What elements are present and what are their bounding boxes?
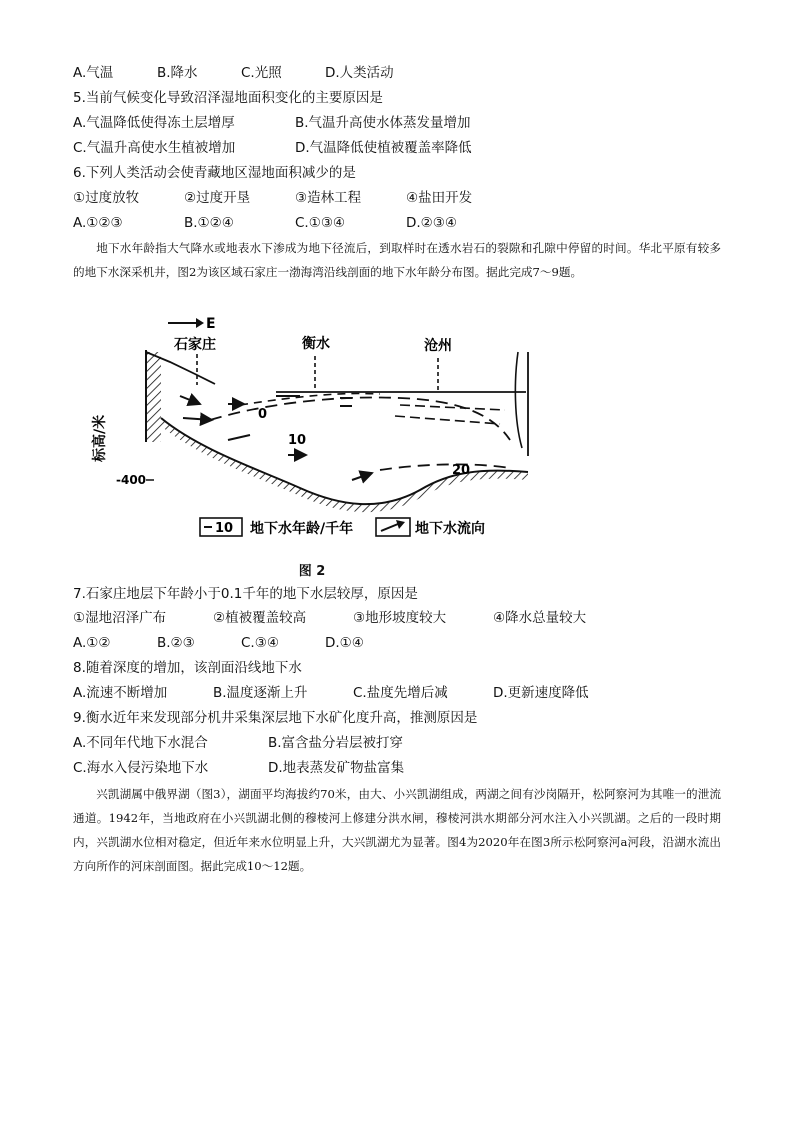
age-label-20: 20: [452, 463, 471, 478]
q7-option-c: C.③④: [241, 635, 279, 651]
q8-option-d: D.更新速度降低: [493, 685, 589, 701]
q7-option-a: A.①②: [73, 635, 111, 651]
q8-option-a: A.流速不断增加: [73, 685, 168, 701]
q9-option-d: D.地表蒸发矿物盐富集: [268, 760, 405, 776]
q4-option-c: C.光照: [241, 65, 282, 81]
left-boundary: [146, 350, 161, 442]
age-isoline-shallow: [400, 405, 505, 410]
flow-arrow: [180, 396, 200, 404]
q5-options-row2: [73, 139, 472, 157]
bedrock-bottom: [161, 418, 528, 512]
passage-groundwater: 地下水年龄指大气降水或地表水下渗成为地下径流后，到取样时在透水岩石的裂隙和孔隙中停留的时间。华北平原有较多的地下水深采机井，图2为该区域石家庄一渤海湾沿线剖面的地下水年龄分布图。据此完成7～9题。: [73, 241, 721, 279]
age-isoline-20: [380, 464, 510, 470]
legend-flow-arrow: [381, 524, 398, 531]
y-axis-label: 标高/米: [92, 414, 108, 462]
q7-item-4: ④降水总量较大: [493, 610, 587, 626]
q5-option-d: D.气温降低使植被覆盖率降低: [295, 140, 472, 156]
q6-item-3: ③造林工程: [295, 190, 362, 206]
q6-option-b: B.①②④: [184, 215, 234, 231]
legend: [200, 518, 485, 537]
q4-option-b: B.降水: [157, 65, 198, 81]
q7-option-d: D.①④: [325, 635, 364, 651]
q6-item-4: ④盐田开发: [406, 190, 473, 206]
q9-stem: 9.衡水近年来发现部分机井采集深层地下水矿化度升高，推测原因是: [73, 710, 478, 726]
q7-option-b: B.②③: [157, 635, 195, 651]
age-isoline-0: [240, 393, 380, 405]
flow-arrow: [183, 418, 212, 420]
q6-option-a: A.①②③: [73, 215, 123, 231]
age-label-10: 10: [288, 433, 307, 448]
q7-items: [73, 609, 586, 627]
q7-item-1: ①湿地沼泽广布: [73, 610, 167, 626]
q8-option-c: C.盐度先增后减: [353, 685, 448, 701]
city-label-hengshui: 衡水: [302, 336, 330, 352]
passage-xingkai-lake: 兴凯湖属中俄界湖（图3），湖面平均海拔约70米，由大、小兴凯湖组成，两湖之间有沙岗隔开，松阿察河为其唯一的泄流通道。1942年，当地政府在小兴凯湖北侧的穆棱河上修建分洪水闸，穆棱河洪水期部分河水注入小兴凯湖。之后的一段时期内，兴凯湖水位相对稳定，但近年来水位明显上升，大兴凯湖尤为显著。图4为2020年在图3所示松阿察河a河段，沿湖水流出方向所作的河床剖面图。据此完成10～12题。: [73, 787, 721, 873]
direction-arrow: [168, 316, 216, 332]
legend-age-value: 10: [215, 521, 234, 536]
q9-option-b: B.富含盐分岩层被打穿: [268, 735, 404, 751]
city-label-shijiazhuang: 石家庄: [174, 337, 216, 353]
right-boundary-inner: [515, 352, 522, 448]
flow-arrow: [352, 473, 372, 480]
age-label-0: 0: [258, 407, 268, 422]
q6-items: [73, 189, 472, 207]
q6-options: [73, 214, 457, 232]
figure-2-caption: 图 2: [298, 564, 326, 579]
flow-arrow: [228, 435, 250, 440]
q7-stem: 7.石家庄地层下年龄小于0.1千年的地下水层较厚，原因是: [73, 586, 418, 602]
q4-options: [73, 64, 394, 82]
direction-label: E: [206, 316, 216, 332]
flow-arrows: [180, 396, 372, 480]
q6-stem: 6.下列人类活动会使青藏地区湿地面积减少的是: [73, 165, 356, 181]
q6-item-1: ①过度放牧: [73, 190, 140, 206]
age-isoline-10: [210, 397, 510, 440]
q9-option-a: A.不同年代地下水混合: [73, 735, 208, 751]
q7-options: [73, 634, 364, 652]
q8-option-b: B.温度逐渐上升: [213, 685, 308, 701]
q6-option-c: C.①③④: [295, 215, 346, 231]
q7-item-3: ③地形坡度较大: [353, 610, 447, 626]
y-tick-minus-400: -400: [116, 473, 147, 487]
q4-option-d: D.人类活动: [325, 65, 394, 81]
city-label-cangzhou: 沧州: [424, 338, 452, 354]
age-isoline-shallow-2: [395, 416, 500, 424]
q5-option-c: C.气温升高使水生植被增加: [73, 140, 236, 156]
q8-stem: 8.随着深度的增加，该剖面沿线地下水: [73, 660, 302, 676]
q5-stem: 5.当前气候变化导致沼泽湿地面积变化的主要原因是: [73, 90, 383, 106]
q9-option-c: C.海水入侵污染地下水: [73, 760, 209, 776]
q8-options: [73, 684, 589, 702]
q7-item-2: ②植被覆盖较高: [213, 610, 307, 626]
legend-age-label: 地下水年龄/千年: [250, 521, 354, 537]
q6-item-2: ②过度开垦: [184, 190, 251, 206]
q9-options-row1: [73, 734, 403, 752]
q5-option-a: A.气温降低使得冻土层增厚: [73, 115, 235, 131]
q5-option-b: B.气温升高使水体蒸发量增加: [295, 115, 471, 131]
q5-options-row1: [73, 114, 471, 132]
legend-flow-label: 地下水流向: [415, 521, 485, 537]
q4-option-a: A.气温: [73, 65, 114, 81]
q9-options-row2: [73, 759, 404, 777]
figure-2-groundwater-profile: [0, 310, 794, 555]
q6-option-d: D.②③④: [406, 215, 457, 231]
